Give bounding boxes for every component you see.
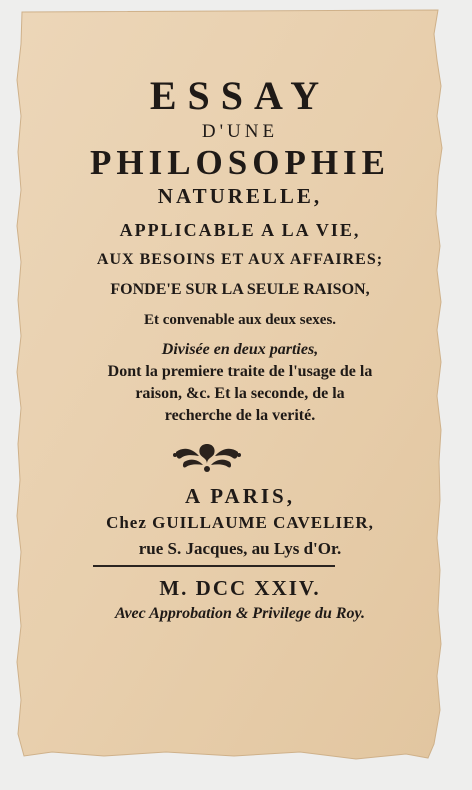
description-line-2: raison, &c. Et la seconde, de la: [135, 385, 345, 402]
title-fondee: FONDE'E SUR LA SEULE RAISON,: [110, 281, 370, 298]
title-besoins: AUX BESOINS ET AUX AFFAIRES;: [96, 251, 384, 268]
imprint-address: rue S. Jacques, au Lys d'Or.: [138, 539, 342, 558]
description-line-3: recherche de la verité.: [164, 407, 316, 424]
title-d-une: D'UNE: [201, 121, 279, 142]
title-essay: ESSAY: [149, 73, 331, 118]
fleuron-ornament: [170, 438, 244, 476]
description-line-1: Dont la premiere traite de l'usage de la: [107, 363, 373, 380]
imprint-printer: Chez GUILLAUME CAVELIER,: [106, 513, 374, 532]
title-philosophie: PHILOSOPHIE: [89, 143, 391, 182]
imprint-year: M. DCC XXIV.: [159, 576, 321, 600]
divider-rule: [93, 565, 335, 567]
title-applicable: APPLICABLE A LA VIE,: [119, 220, 361, 240]
title-convenable: Et convenable aux deux sexes.: [143, 312, 337, 328]
approbation-line: Avec Approbation & Privilege du Roy.: [114, 605, 366, 622]
title-naturelle: NATURELLE,: [157, 184, 323, 208]
title-divisee: Divisée en deux parties,: [161, 341, 319, 358]
imprint-place: A PARIS,: [185, 484, 295, 508]
